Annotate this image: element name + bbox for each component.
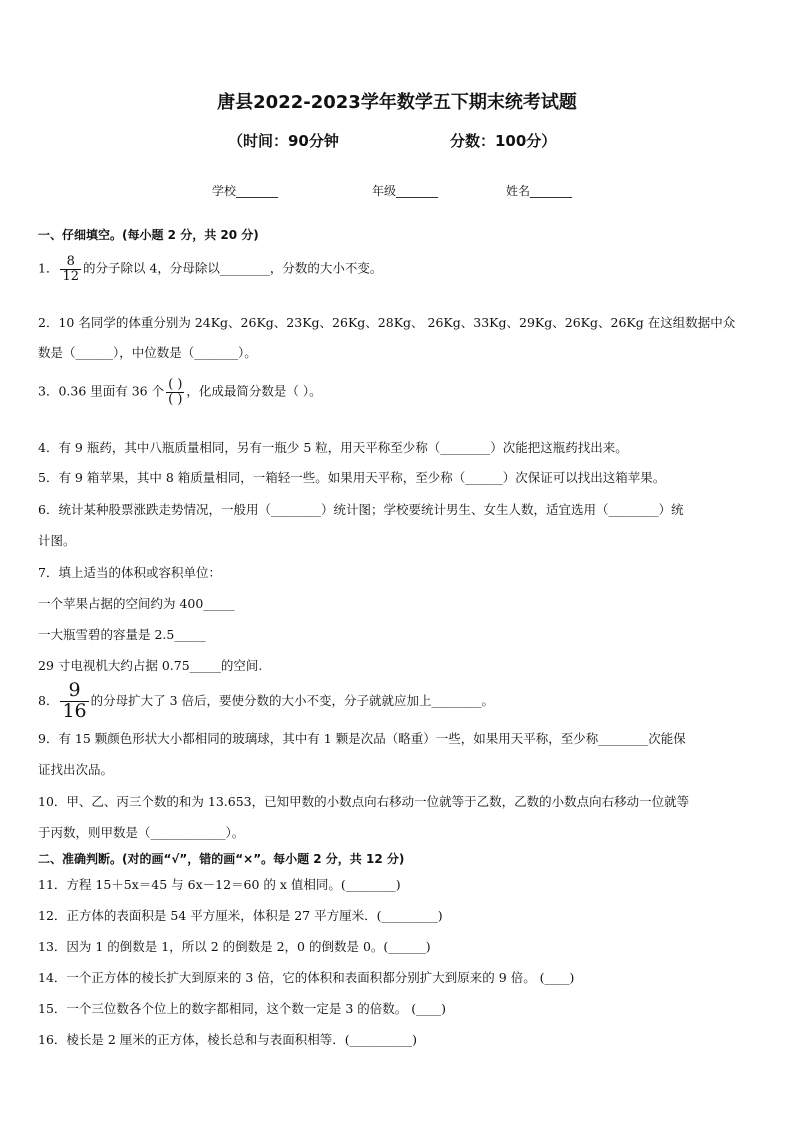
question-8-text: 的分母扩大了 3 倍后，要使分数的大小不变，分子就就应加上________。	[90, 692, 495, 708]
grade-field[interactable]: 年级_______	[372, 184, 439, 198]
question-3-prefix: 3．0.36 里面有 36 个	[38, 383, 165, 399]
question-3	[38, 378, 322, 406]
question-5: 5．有 9 箱苹果，其中 8 箱质量相同，一箱轻一些。如果用天平称，至少称（______）次保证可以找出这箱苹果。	[38, 470, 666, 485]
question-1	[38, 255, 382, 283]
question-7-line-3: 一大瓶雪碧的容量是 2.5_____	[38, 627, 206, 642]
fraction-denominator: 12	[62, 268, 79, 284]
fraction-denominator: 16	[62, 699, 87, 722]
question-10-line-2: 于丙数，则甲数是（____________）。	[38, 825, 245, 840]
fraction-denominator: ( )	[168, 391, 183, 407]
question-2-line-1: 2．10 名同学的体重分别为 24Kg、26Kg、23Kg、26Kg、28Kg、 26Kg、33Kg、29Kg、26Kg、26Kg 在这组数据中众	[38, 315, 736, 330]
name-field[interactable]: 姓名_______	[506, 184, 573, 198]
question-10-line-1: 10．甲、乙、丙三个数的和为 13.653，已知甲数的小数点向右移动一位就等于乙数，乙数的小数点向右移动一位就等	[38, 794, 690, 809]
question-7-line-1: 7．填上适当的体积或容积单位：	[38, 565, 221, 580]
question-11: 11．方程 15＋5x＝45 与 6x－12＝60 的 x 值相同。(________)	[38, 877, 401, 892]
question-8-number: 8．	[38, 692, 59, 708]
fraction-9-16	[60, 681, 88, 722]
fraction-8-12	[60, 255, 81, 283]
question-4: 4．有 9 瓶药，其中八瓶质量相同，另有一瓶少 5 粒，用天平称至少称（________）次能把这瓶药找出来。	[38, 440, 628, 455]
fraction-numerator: 8	[60, 255, 81, 270]
question-14: 14．一个正方体的棱长扩大到原来的 3 倍，它的体积和表面积都分别扩大到原来的 9 倍。 (____)	[38, 970, 575, 985]
page-title: 唐县2022-2023学年数学五下期末统考试题	[217, 92, 577, 113]
question-6-line-2: 计图。	[38, 533, 76, 548]
question-2-line-2: 数是（______），中位数是（_______）。	[38, 345, 257, 360]
question-12: 12．正方体的表面积是 54 平方厘米，体积是 27 平方厘米．(_________)	[38, 908, 443, 923]
question-8	[38, 681, 494, 722]
question-6-line-1: 6．统计某种股票涨跌走势情况，一般用（________）统计图；学校要统计男生、女生人数，适宜选用（________）统	[38, 502, 684, 517]
exam-time: （时间：90分钟	[228, 132, 339, 150]
question-3-text: ，化成最简分数是（ ）。	[186, 383, 322, 399]
fraction-numerator: 9	[60, 681, 88, 702]
question-13: 13．因为 1 的倒数是 1，所以 2 的倒数是 2，0 的倒数是 0。(______)	[38, 939, 431, 954]
fraction-numerator: ( )	[168, 377, 183, 392]
blank-fraction	[166, 378, 184, 406]
question-16: 16．棱长是 2 厘米的正方体，棱长总和与表面积相等．(__________)	[38, 1032, 418, 1047]
exam-score: 分数：100分）	[450, 132, 557, 150]
school-field[interactable]: 学校_______	[212, 184, 279, 198]
section-title-judgement: 二、准确判断。(对的画“√”，错的画“×”。每小题 2 分，共 12 分)	[38, 852, 405, 866]
question-7-line-4: 29 寸电视机大约占据 0.75_____的空间.	[38, 658, 263, 673]
question-1-number: 1．	[38, 260, 59, 276]
question-9-line-2: 证找出次品。	[38, 762, 114, 777]
exam-info	[228, 130, 568, 151]
question-9-line-1: 9．有 15 颗颜色形状大小都相同的玻璃球，其中有 1 颗是次品（略重）一些，如果用天平称，至少称________次能保	[38, 731, 686, 746]
question-7-line-2: 一个苹果占据的空间约为 400_____	[38, 596, 235, 611]
question-1-text: 的分子除以 4，分母除以________，分数的大小不变。	[83, 260, 383, 276]
question-15: 15．一个三位数各个位上的数字都相同，这个数一定是 3 的倍数。 (____)	[38, 1001, 447, 1016]
section-title-fill-blank: 一、仔细填空。(每小题 2 分，共 20 分)	[38, 228, 259, 242]
